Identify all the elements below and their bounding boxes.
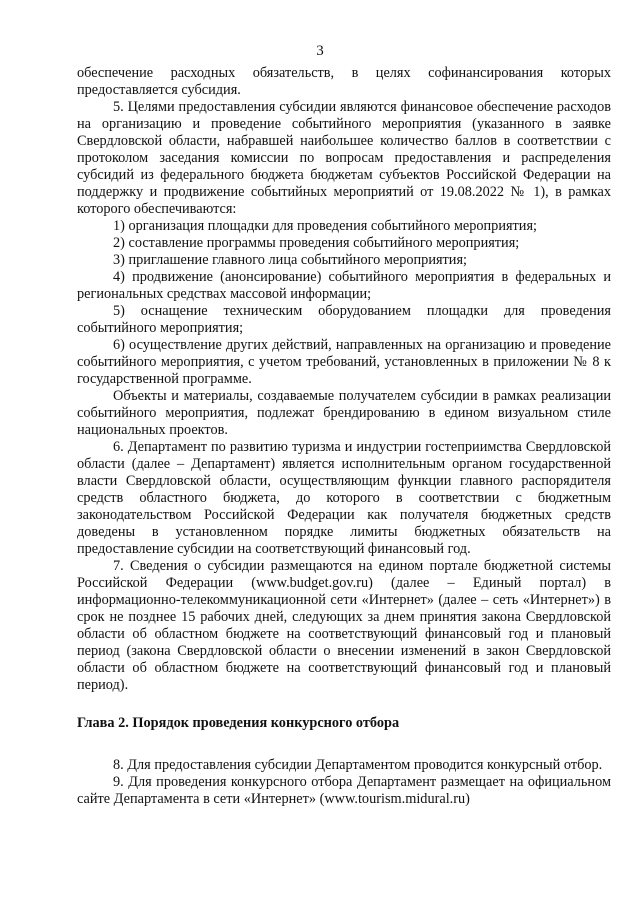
list-item-6: 6) осуществление других действий, направленных на организацию и проведение событийного мероприятия, с учетом требований, установленных в приложении № 8 к государственной программе.: [77, 337, 611, 387]
list-item-3: 3) приглашение главного лица событийного мероприятия;: [113, 252, 468, 268]
paragraph-item-6: 6. Департамент по развитию туризма и индустрии гостеприимства Свердловской области (далее – Департамент) является исполнительным органом государственной власти Свердловской области, осуществляющим функции главного распорядителя средств областного бюджета, до которого в соответствии с бюджетным законодательством Российской Федерации как получателя бюджетных средств доведены в установленном порядке лимиты бюджетных обязательств на предоставление субсидии на соответствующий финансовый год.: [77, 439, 611, 557]
chapter-heading: Глава 2. Порядок проведения конкурсного отбора: [77, 715, 400, 731]
paragraph-item-5: 5. Целями предоставления субсидии являются финансовое обеспечение расходов на организацию и проведение событийного мероприятия (указанного в заявке Свердловской области, набравшей наибольшее количество баллов в соответствии с протоколом заседания комиссии по вопросам предоставления и распределения субсидий из федерального бюджета бюджетам субъектов Российской Федерации на поддержку и продвижение событийных мероприятий от 19.08.2022 № 1), в рамках которого обеспечиваются:: [77, 99, 611, 217]
page-number: 3: [316, 43, 324, 59]
paragraph-item-8: 8. Для предоставления субсидии Департаментом проводится конкурсный отбор.: [113, 757, 603, 773]
list-item-5: 5) оснащение техническим оборудованием площадки для проведения событийного мероприятия;: [77, 303, 611, 336]
paragraph-item-9: 9. Для проведения конкурсного отбора Департамент размещает на официальном сайте Департамента в сети «Интернет» (www.tourism.midural.ru): [77, 774, 611, 807]
document-body: [77, 65, 611, 808]
list-item-2: 2) составление программы проведения событийного мероприятия;: [113, 235, 520, 251]
list-item-1: 1) организация площадки для проведения событийного мероприятия;: [113, 218, 537, 234]
paragraph-branding: Объекты и материалы, создаваемые получателем субсидии в рамках реализации событийного мероприятия, подлежат брендированию в едином визуальном стиле национальных проектов.: [77, 388, 611, 438]
paragraph-continuation: обеспечение расходных обязательств, в целях софинансирования которых предоставляется субсидия.: [77, 65, 611, 98]
paragraph-item-7: 7. Сведения о субсидии размещаются на едином портале бюджетной системы Российской Федерации (www.budget.gov.ru) (далее – Единый портал) в информационно-телекоммуникационной сети «Интернет» (далее – сеть «Интернет») в срок не позднее 15 рабочих дней, следующих за днем принятия закона Свердловской области об областном бюджете на соответствующий финансовый год и плановый период (закона Свердловской области о внесении изменений в закон Свердловской области об областном бюджете на соответствующий финансовый год и плановый период).: [77, 558, 611, 693]
list-item-4: 4) продвижение (анонсирование) событийного мероприятия в федеральных и региональных средствах массовой информации;: [77, 269, 611, 302]
